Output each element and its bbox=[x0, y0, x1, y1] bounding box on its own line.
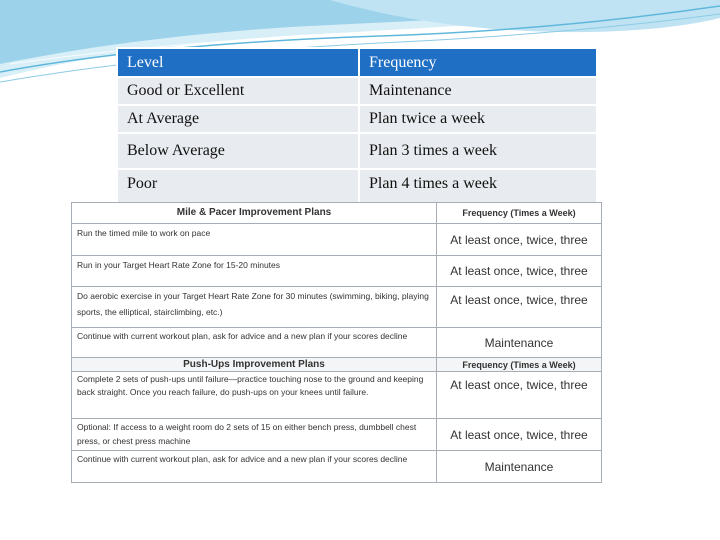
level-cell: At Average bbox=[118, 106, 358, 132]
frequency-cell: Maintenance bbox=[437, 328, 602, 358]
table-row bbox=[72, 372, 602, 419]
frequency-cell: At least once, twice, three bbox=[437, 224, 602, 256]
table-row bbox=[72, 287, 602, 328]
frequency-cell: Maintenance bbox=[360, 78, 596, 104]
mile-frequency-heading: Frequency (Times a Week) bbox=[437, 203, 602, 224]
plan-cell: Continue with current workout plan, ask for advice and a new plan if your scores decline bbox=[72, 451, 437, 483]
frequency-cell: At least once, twice, three bbox=[437, 256, 602, 287]
table-row bbox=[72, 451, 602, 483]
frequency-header: Frequency bbox=[360, 49, 596, 76]
plan-cell: Continue with current workout plan, ask for advice and a new plan if your scores decline bbox=[72, 328, 437, 358]
frequency-cell: Plan twice a week bbox=[360, 106, 596, 132]
plan-cell: Complete 2 sets of push-ups until failure—practice touching nose to the ground and keeping back straight. Once you reach failure, do push-ups on your knees until failure. bbox=[72, 372, 437, 419]
level-cell: Poor bbox=[118, 170, 358, 211]
level-header: Level bbox=[118, 49, 358, 76]
pushup-frequency-heading: Frequency (Times a Week) bbox=[437, 358, 602, 372]
level-cell: Good or Excellent bbox=[118, 78, 358, 104]
level-cell: Below Average bbox=[118, 134, 358, 168]
frequency-cell: Plan 4 times a week bbox=[360, 170, 596, 211]
table-row bbox=[72, 256, 602, 287]
plan-cell: Do aerobic exercise in your Target Heart Rate Zone for 30 minutes (swimming, biking, playing sports, the elliptical, stairclimbing, etc.) bbox=[72, 287, 437, 328]
frequency-cell: At least once, twice, three bbox=[437, 287, 602, 328]
table-row bbox=[72, 224, 602, 256]
plan-cell: Run the timed mile to work on pace bbox=[72, 224, 437, 256]
frequency-cell: Plan 3 times a week bbox=[360, 134, 596, 168]
plan-cell: Optional: If access to a weight room do 2 sets of 15 on either bench press, dumbbell chest press, or chest press machine bbox=[72, 419, 437, 451]
pushup-plans-heading: Push-Ups Improvement Plans bbox=[72, 358, 437, 372]
plan-cell: Run in your Target Heart Rate Zone for 15-20 minutes bbox=[72, 256, 437, 287]
level-table-header-row bbox=[118, 49, 596, 76]
level-frequency-table bbox=[116, 47, 598, 213]
pushup-plans-header-row bbox=[72, 358, 602, 372]
mile-plans-header-row bbox=[72, 203, 602, 224]
mile-plans-heading: Mile & Pacer Improvement Plans bbox=[72, 203, 437, 224]
table-row bbox=[118, 106, 596, 132]
improvement-plans-table bbox=[71, 202, 602, 483]
table-row bbox=[118, 134, 596, 168]
frequency-cell: At least once, twice, three bbox=[437, 419, 602, 451]
table-row bbox=[72, 328, 602, 358]
frequency-cell: At least once, twice, three bbox=[437, 372, 602, 419]
table-row bbox=[118, 78, 596, 104]
table-row bbox=[72, 419, 602, 451]
frequency-cell: Maintenance bbox=[437, 451, 602, 483]
